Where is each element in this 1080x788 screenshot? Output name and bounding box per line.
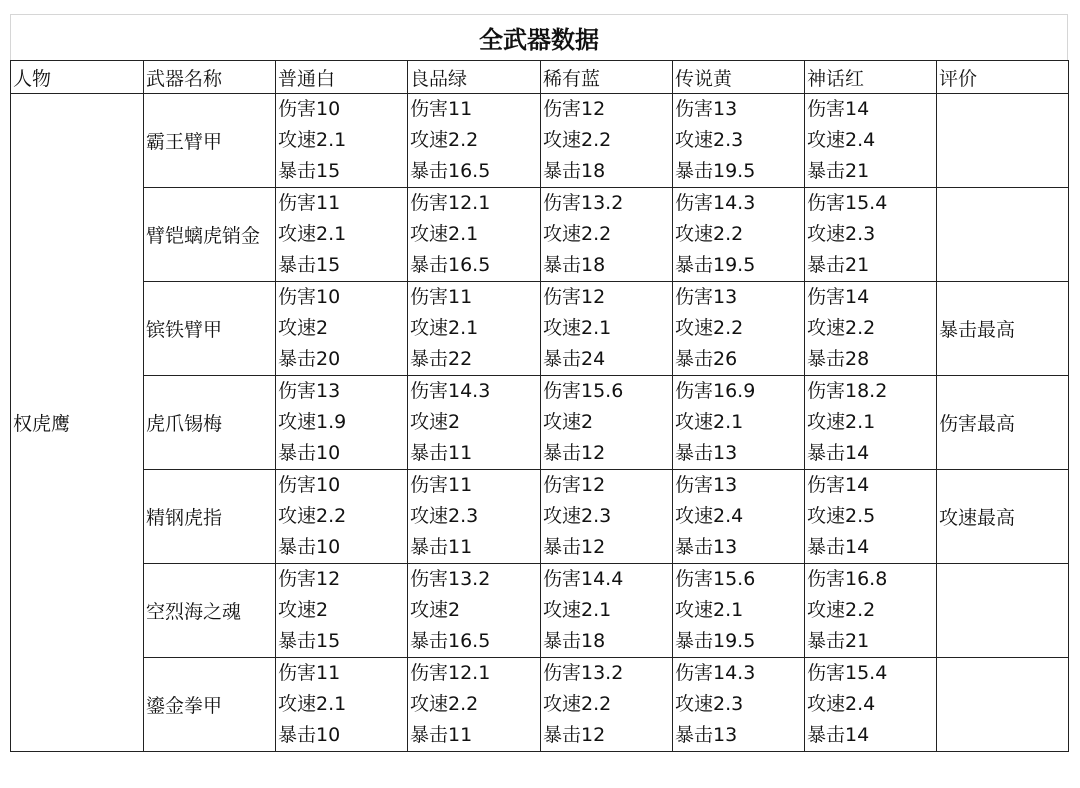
- attack-speed-stat: 攻速2.2: [278, 505, 347, 527]
- weapon-name: 空烈海之魂: [144, 564, 276, 658]
- tier-stats-cell: [276, 94, 408, 188]
- tier-stats-cell: [805, 376, 937, 470]
- crit-stat: 暴击16.5: [410, 630, 491, 652]
- damage-stat: 伤害12: [278, 568, 341, 590]
- damage-stat: 伤害12: [543, 286, 606, 308]
- attack-speed-stat: 攻速2.2: [675, 317, 744, 339]
- attack-speed-stat: 攻速2.4: [675, 505, 744, 527]
- tier-stats-cell: [541, 470, 673, 564]
- weapon-name: 霸王臂甲: [144, 94, 276, 188]
- damage-stat: 伤害16.8: [807, 568, 888, 590]
- weapon-name: 臂铠螭虎销金: [144, 188, 276, 282]
- attack-speed-stat: 攻速2.2: [675, 223, 744, 245]
- attack-speed-stat: 攻速2: [278, 317, 329, 339]
- attack-speed-stat: 攻速2.5: [807, 505, 876, 527]
- tier-stats-cell: [541, 564, 673, 658]
- tier-stats-cell: [408, 282, 541, 376]
- header-tier-yellow: 传说黄: [673, 61, 805, 94]
- tier-stats-cell: [805, 658, 937, 752]
- crit-stat: 暴击10: [278, 442, 341, 464]
- damage-stat: 伤害10: [278, 474, 341, 496]
- crit-stat: 暴击12: [543, 442, 606, 464]
- attack-speed-stat: 攻速2.2: [807, 317, 876, 339]
- tier-stats-cell: [276, 282, 408, 376]
- damage-stat: 伤害13: [278, 380, 341, 402]
- tier-stats-cell: [408, 658, 541, 752]
- damage-stat: 伤害13.2: [543, 192, 624, 214]
- attack-speed-stat: 攻速2.2: [410, 129, 479, 151]
- tier-stats-cell: [408, 376, 541, 470]
- damage-stat: 伤害12.1: [410, 662, 491, 684]
- tier-stats-cell: [408, 188, 541, 282]
- tier-stats-cell: [805, 282, 937, 376]
- crit-stat: 暴击14: [807, 724, 870, 746]
- header-tier-red: 神话红: [805, 61, 937, 94]
- attack-speed-stat: 攻速2: [410, 411, 461, 433]
- crit-stat: 暴击22: [410, 348, 473, 370]
- attack-speed-stat: 攻速2.1: [675, 411, 744, 433]
- crit-stat: 暴击18: [543, 160, 606, 182]
- damage-stat: 伤害11: [410, 474, 473, 496]
- weapon-name: 鎏金拳甲: [144, 658, 276, 752]
- damage-stat: 伤害15.4: [807, 192, 888, 214]
- weapon-name: 虎爪锡梅: [144, 376, 276, 470]
- weapon-table-body: [11, 94, 1069, 752]
- damage-stat: 伤害10: [278, 286, 341, 308]
- crit-stat: 暴击21: [807, 160, 870, 182]
- weapon-data-sheet: [10, 14, 1068, 752]
- tier-stats-cell: [805, 470, 937, 564]
- attack-speed-stat: 攻速2.4: [807, 693, 876, 715]
- crit-stat: 暴击10: [278, 724, 341, 746]
- damage-stat: 伤害18.2: [807, 380, 888, 402]
- damage-stat: 伤害14: [807, 98, 870, 120]
- weapon-row: [11, 94, 1069, 188]
- crit-stat: 暴击11: [410, 724, 473, 746]
- weapon-rating: [937, 188, 1069, 282]
- header-row: [11, 61, 1069, 94]
- damage-stat: 伤害14.3: [675, 192, 756, 214]
- tier-stats-cell: [276, 470, 408, 564]
- crit-stat: 暴击18: [543, 254, 606, 276]
- attack-speed-stat: 攻速2.1: [543, 599, 612, 621]
- crit-stat: 暴击15: [278, 160, 341, 182]
- tier-stats-cell: [276, 658, 408, 752]
- damage-stat: 伤害14.4: [543, 568, 624, 590]
- weapon-rating: 伤害最高: [937, 376, 1069, 470]
- tier-stats-cell: [673, 188, 805, 282]
- attack-speed-stat: 攻速2.3: [675, 129, 744, 151]
- header-weapon-name: 武器名称: [144, 61, 276, 94]
- damage-stat: 伤害13.2: [410, 568, 491, 590]
- crit-stat: 暴击26: [675, 348, 738, 370]
- header-rating: 评价: [937, 61, 1069, 94]
- crit-stat: 暴击12: [543, 536, 606, 558]
- crit-stat: 暴击11: [410, 536, 473, 558]
- damage-stat: 伤害12: [543, 98, 606, 120]
- weapon-rating: [937, 658, 1069, 752]
- damage-stat: 伤害13.2: [543, 662, 624, 684]
- tier-stats-cell: [408, 94, 541, 188]
- attack-speed-stat: 攻速2.2: [543, 693, 612, 715]
- attack-speed-stat: 攻速2.2: [410, 693, 479, 715]
- header-tier-blue: 稀有蓝: [541, 61, 673, 94]
- damage-stat: 伤害11: [278, 192, 341, 214]
- attack-speed-stat: 攻速2.4: [807, 129, 876, 151]
- weapon-name: 精钢虎指: [144, 470, 276, 564]
- damage-stat: 伤害15.4: [807, 662, 888, 684]
- damage-stat: 伤害13: [675, 286, 738, 308]
- crit-stat: 暴击13: [675, 724, 738, 746]
- crit-stat: 暴击13: [675, 442, 738, 464]
- crit-stat: 暴击12: [543, 724, 606, 746]
- tier-stats-cell: [276, 564, 408, 658]
- sheet-title: 全武器数据: [10, 14, 1068, 60]
- attack-speed-stat: 攻速2.1: [410, 223, 479, 245]
- weapon-row: [11, 658, 1069, 752]
- damage-stat: 伤害12: [543, 474, 606, 496]
- weapon-row: [11, 188, 1069, 282]
- attack-speed-stat: 攻速2.3: [807, 223, 876, 245]
- weapon-table: [10, 60, 1069, 752]
- attack-speed-stat: 攻速2.3: [675, 693, 744, 715]
- tier-stats-cell: [541, 658, 673, 752]
- damage-stat: 伤害10: [278, 98, 341, 120]
- attack-speed-stat: 攻速2.1: [543, 317, 612, 339]
- weapon-row: [11, 470, 1069, 564]
- crit-stat: 暴击18: [543, 630, 606, 652]
- crit-stat: 暴击15: [278, 630, 341, 652]
- attack-speed-stat: 攻速2.2: [543, 129, 612, 151]
- tier-stats-cell: [673, 470, 805, 564]
- attack-speed-stat: 攻速2.3: [410, 505, 479, 527]
- attack-speed-stat: 攻速2.1: [278, 223, 347, 245]
- crit-stat: 暴击21: [807, 630, 870, 652]
- tier-stats-cell: [805, 94, 937, 188]
- weapon-rating: 暴击最高: [937, 282, 1069, 376]
- crit-stat: 暴击19.5: [675, 254, 756, 276]
- crit-stat: 暴击10: [278, 536, 341, 558]
- header-tier-green: 良品绿: [408, 61, 541, 94]
- crit-stat: 暴击21: [807, 254, 870, 276]
- crit-stat: 暴击15: [278, 254, 341, 276]
- tier-stats-cell: [276, 188, 408, 282]
- tier-stats-cell: [673, 94, 805, 188]
- attack-speed-stat: 攻速1.9: [278, 411, 347, 433]
- weapon-row: [11, 376, 1069, 470]
- tier-stats-cell: [805, 188, 937, 282]
- crit-stat: 暴击13: [675, 536, 738, 558]
- tier-stats-cell: [673, 376, 805, 470]
- weapon-rating: 攻速最高: [937, 470, 1069, 564]
- crit-stat: 暴击24: [543, 348, 606, 370]
- weapon-rating: [937, 94, 1069, 188]
- attack-speed-stat: 攻速2.1: [278, 693, 347, 715]
- crit-stat: 暴击14: [807, 536, 870, 558]
- attack-speed-stat: 攻速2.2: [807, 599, 876, 621]
- damage-stat: 伤害12.1: [410, 192, 491, 214]
- attack-speed-stat: 攻速2.1: [675, 599, 744, 621]
- tier-stats-cell: [408, 470, 541, 564]
- attack-speed-stat: 攻速2: [410, 599, 461, 621]
- crit-stat: 暴击19.5: [675, 160, 756, 182]
- weapon-rating: [937, 564, 1069, 658]
- crit-stat: 暴击14: [807, 442, 870, 464]
- attack-speed-stat: 攻速2.1: [278, 129, 347, 151]
- tier-stats-cell: [541, 94, 673, 188]
- crit-stat: 暴击16.5: [410, 254, 491, 276]
- attack-speed-stat: 攻速2.3: [543, 505, 612, 527]
- attack-speed-stat: 攻速2.2: [543, 223, 612, 245]
- attack-speed-stat: 攻速2: [278, 599, 329, 621]
- damage-stat: 伤害13: [675, 474, 738, 496]
- damage-stat: 伤害15.6: [675, 568, 756, 590]
- damage-stat: 伤害11: [278, 662, 341, 684]
- tier-stats-cell: [541, 282, 673, 376]
- damage-stat: 伤害14: [807, 286, 870, 308]
- damage-stat: 伤害16.9: [675, 380, 756, 402]
- header-character: 人物: [11, 61, 144, 94]
- character-name: 权虎鹰: [11, 94, 144, 752]
- crit-stat: 暴击28: [807, 348, 870, 370]
- tier-stats-cell: [673, 564, 805, 658]
- weapon-row: [11, 564, 1069, 658]
- damage-stat: 伤害14: [807, 474, 870, 496]
- crit-stat: 暴击20: [278, 348, 341, 370]
- attack-speed-stat: 攻速2.1: [807, 411, 876, 433]
- weapon-name: 镔铁臂甲: [144, 282, 276, 376]
- attack-speed-stat: 攻速2: [543, 411, 594, 433]
- damage-stat: 伤害14.3: [675, 662, 756, 684]
- damage-stat: 伤害15.6: [543, 380, 624, 402]
- damage-stat: 伤害11: [410, 98, 473, 120]
- tier-stats-cell: [673, 658, 805, 752]
- tier-stats-cell: [408, 564, 541, 658]
- weapon-row: [11, 282, 1069, 376]
- tier-stats-cell: [541, 188, 673, 282]
- crit-stat: 暴击16.5: [410, 160, 491, 182]
- attack-speed-stat: 攻速2.1: [410, 317, 479, 339]
- tier-stats-cell: [541, 376, 673, 470]
- crit-stat: 暴击19.5: [675, 630, 756, 652]
- damage-stat: 伤害14.3: [410, 380, 491, 402]
- damage-stat: 伤害11: [410, 286, 473, 308]
- tier-stats-cell: [276, 376, 408, 470]
- header-tier-white: 普通白: [276, 61, 408, 94]
- tier-stats-cell: [673, 282, 805, 376]
- crit-stat: 暴击11: [410, 442, 473, 464]
- damage-stat: 伤害13: [675, 98, 738, 120]
- tier-stats-cell: [805, 564, 937, 658]
